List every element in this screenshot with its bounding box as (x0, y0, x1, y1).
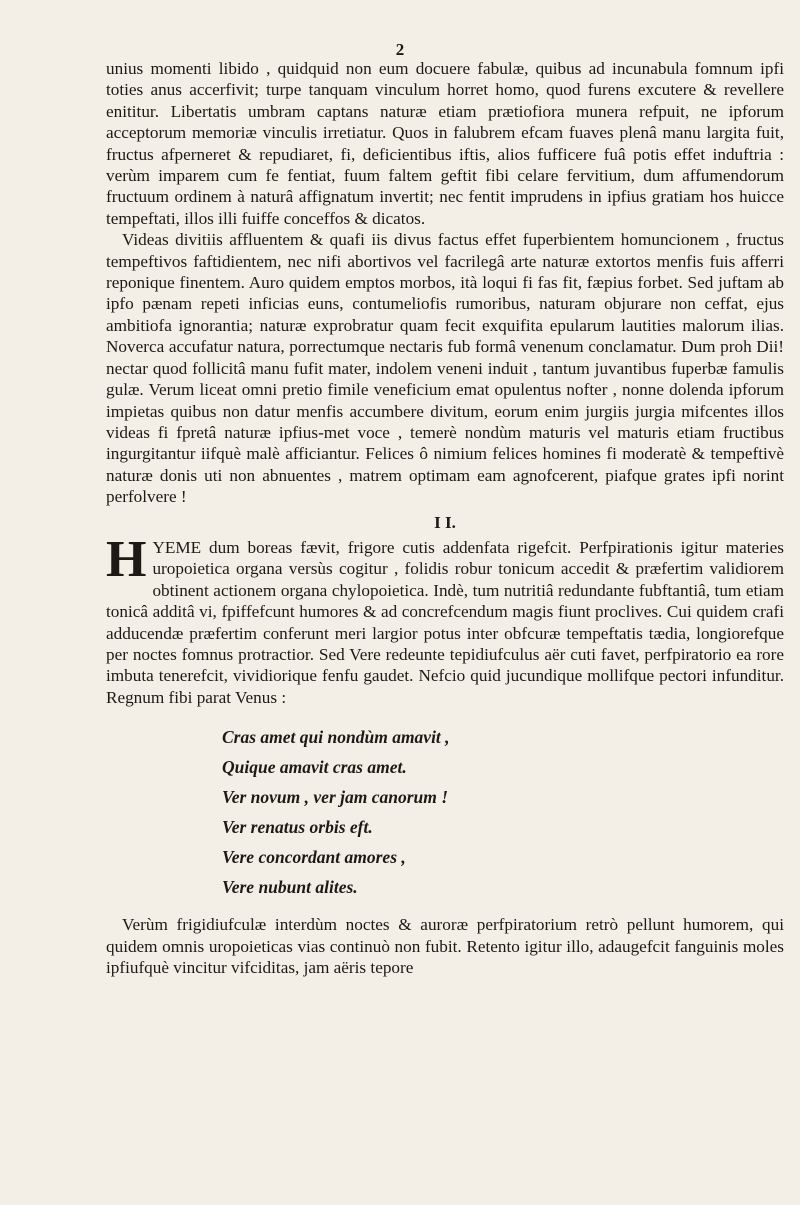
drop-cap: H (106, 530, 147, 588)
verse-line: Cras amet qui nondùm amavit , (222, 727, 450, 748)
page-number: 2 (395, 40, 405, 59)
section-text: YEME dum boreas fævit, frigore cutis addenfata rigefcit. Perfpirationis igitur materies uropoietica organa versùs cogitur , folidis robur tonicum accedit & præfertim validiorem obtinent actionem organa chylopoietica. Indè, tum nutritiâ redundante fubftantiâ, tum etiam tonicâ additâ vi, fpiffefcunt humores & ad concrefcendum magis fiunt proclives. Cui quidem crafi adducendæ præfertim conferunt meri largior potus inter obfcuræ tempeftatis tædia, longiorefque per noctes fomnus protractior. Sed Vere redeunte tepidiufculus aër cuti favet, perfpiratorio ea rore imbuta tenerefcit, vividiorique fenfu gaudet. Nefcio quid jucundique mollifque pectori infunditur. Regnum fibi parat Venus : (106, 537, 784, 707)
paragraph-1: unius momenti libido , quidquid non eum docuere fabulæ, quibus ad incunabula fomnum ipfi toties anus accerfivit; turpe tanquam vinculum horret homo, quod furens excutere & revellere enititur. Libertatis umbram captans naturæ etiam prætiofiora munera refpuit, ne ipforum acceptorum memoriæ vinculis irretiatur. Quos in falubrem efcam fuaves plenâ manu largita fuit, fructus afperneret & repudiaret, fi, deficientibus iftis, alios fufficere fuâ potis effet induftria : verùm imparem cum fe fentiat, fuum faltem geftit fibi celare fervitium, dum affumendorum fructuum ordinem à naturâ affignatum invertit; nec fentit imprudens in ipfius gratiam hos huicce tempeftati, illos illi fuiffe conceffos & dicatos. (106, 59, 784, 228)
verse-line: Quique amavit cras amet. (222, 757, 407, 778)
section-heading: I I. (434, 512, 456, 532)
verse-line: Vere nubunt alites. (222, 877, 358, 898)
closing-paragraph: Verùm frigidiufculæ interdùm noctes & auroræ perfpiratorium retrò pellunt humorem, qui quidem omnis uropoieticas vias continuò non fubit. Retento igitur illo, adaugefcit fanguinis moles ipfiufquè vincitur vifciditas, jam aëris tepore (106, 915, 784, 977)
verse-line: Vere concordant amores , (222, 847, 406, 868)
section-paragraph (106, 530, 784, 708)
verse-line: Ver renatus orbis eft. (222, 817, 373, 838)
text-block (106, 58, 784, 978)
verse-block (106, 722, 784, 902)
verse-line: Ver novum , ver jam canorum ! (222, 787, 449, 808)
paragraph-2: Videas divitiis affluentem & quafi iis divus factus effet fuperbientem homuncionem , fructus tempeftivos faftidientem, nec nifi abortivos vel facrilegâ arte naturæ extortos menfis fuis afferri reponique finentem. Auro quidem emptos morbos, ità loqui fi fas fit, fæpius forbet. Sed juftam ab ipfo pænam repeti inficias euns, contumeliofis rumoribus, naturam objurare non ceffat, ejus ambitiofa ignorantia; naturæ exprobratur quam fecit exquifita epularum lautities malorum ilias. Noverca accufatur natura, porrectumque nectaris fub formâ venenum conclamatur. Dum proh Dii! nectar quod follicitâ manu fufit mater, indolem veneni induit , tantum juvantibus fuperbæ famulis gulæ. Verum liceat omni pretio fimile veneficium emat opulentus nofter , nonne dolenda ipforum impietas quibus non datur menfis accumbere divitum, eorum enim jurgiis jurgia mifcentes illos videas fi fpretâ naturæ ipfius-met voce , temerè nondùm maturis vel maturis etiam fructibus ingurgitantur iifquè malè afficiantur. Felices ô nimium felices homines fi moderatè & tempeftivè naturæ donis uti non abnuentes , matrem optimam eam agnofcerent, piafque grates ipfi norint perfolvere ! (106, 230, 784, 507)
